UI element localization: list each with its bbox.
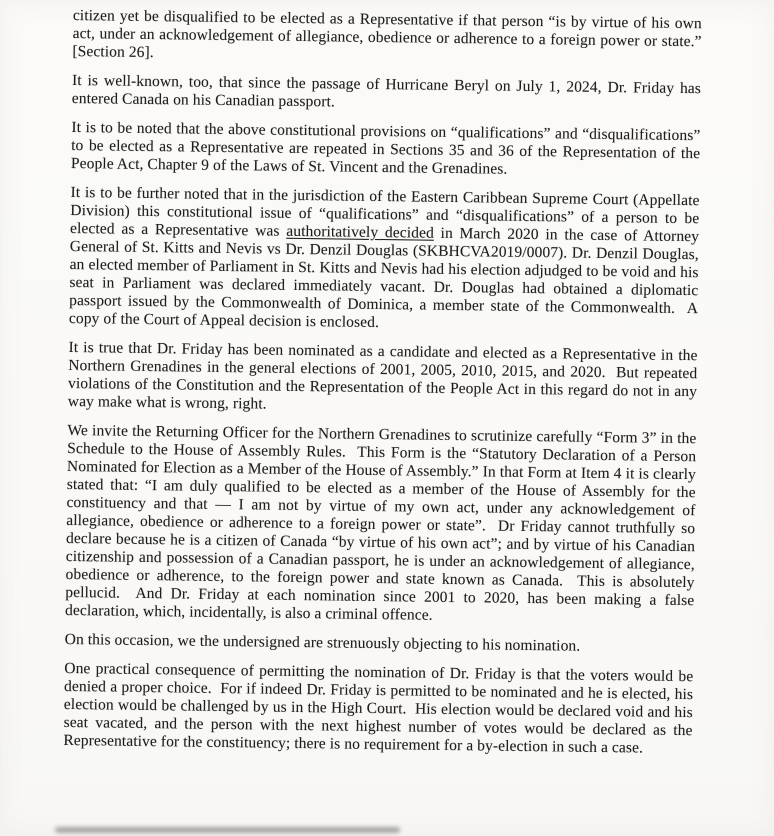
paragraph bbox=[67, 338, 702, 419]
text-segment: It is well-known, too, that since the passage of Hurricane Beryl on July 1, 2024, Dr. Friday has entered Canada on his Canadian passport. bbox=[71, 71, 706, 111]
scan-artifact-bottom-streak bbox=[55, 827, 400, 833]
text-segment: citizen yet be disqualified to be elected as a Representative if that person “is by virtue of his own act, under an acknowledgement of allegiance, obedience or adherence to a foreign power or state.” [Section 26]. bbox=[72, 7, 706, 62]
paragraph bbox=[70, 118, 705, 181]
text-segment: It is to be noted that the above constitutional provisions on “qualifications” and “disqualifications” to be elected as a Representative are repeated in Sections 35 and 36 of the Representation of the People Act, Chapter 9 of the Laws of St. Vincent and the Grenadines. bbox=[70, 118, 705, 178]
text-segment: It is true that Dr. Friday has been nominated as a candidate and elected as a Representative in the Northern Grenadines in the general elections of 2001, 2005, 2010, 2015, and 2020. But repeated violations of the Constitution and the Representation of the People Act in this regard do not in any way make what is wrong, right. bbox=[67, 338, 702, 413]
paragraph bbox=[72, 7, 706, 69]
paragraph bbox=[65, 631, 694, 657]
text-segment: On this occasion, we the undersigned are strenuously objecting to his nomination. bbox=[64, 630, 581, 655]
text-segment: in March 2020 in the case of Attorney General of St. Kitts and Nevis vs Dr. Denzil Douglas (SKBHCVA2019/0007). Dr. Denzil Douglas, an elected member of Parliament in St. Kitts and Nevis had his election adjudged to be void and his seat in Parliament was declared immediately vacant. Dr. Douglas had obtained a diplomatic passport issued by the Commonwealth of Dominica, a member state of the Commonwealth. A copy of the Court of Appeal decision is enclosed. bbox=[68, 224, 704, 332]
paragraph bbox=[68, 183, 704, 336]
paragraph bbox=[63, 659, 698, 758]
text-segment: We invite the Returning Officer for the Northern Grenadines to scrutinize carefully “Form 3” in the Schedule to the House of Assembly Rules. This Form is the “Statutory Declaration of a Person Nominated for Election as a Member of the House of Assembly.” In that Form at Item 4 it is clearly stated that: “I am duly qualified to be elected as a member of the House of Assembly for the constituency and that — I am not by virtue of my own act, under any acknowledgement of allegiance, obedience or adherence to a foreign power or state”. Dr Friday cannot truthfully so declare because he is a citizen of Canada “by virtue of his own act”; and by virtue of his Canadian citizenship and possession of a Canadian passport, he is under an acknowledgement of allegiance, obedience or adherence, to the foreign power and state known as Canada. This is absolutely pellucid. And Dr. Friday at each nomination since 2001 to 2020, has been making a false declaration, which, incidentally, is also a criminal offence. bbox=[64, 421, 701, 624]
text-segment: It is to be further noted that in the jurisdiction of the Eastern Caribbean Supreme Court (Appellate Division) this constitutional issue of “qualifications” and “disqualifications” of a person to be elected as a Representative was bbox=[69, 183, 704, 240]
underlined-text: authoritatively decided bbox=[286, 222, 434, 242]
paragraph bbox=[64, 421, 701, 628]
document-body bbox=[63, 7, 706, 769]
paragraph bbox=[71, 71, 706, 116]
text-segment: One practical consequence of permitting the nomination of Dr. Friday is that the voters would be denied a proper choice. For if indeed Dr. Friday is permitted to be nominated and he is elected, his election would be challenged by us in the High Court. His election would be declared void and his seat vacated, and the person with the next highest number of votes would be declared as the Representative for the constituency; there is no requirement for a by-election in such a case. bbox=[63, 659, 698, 757]
